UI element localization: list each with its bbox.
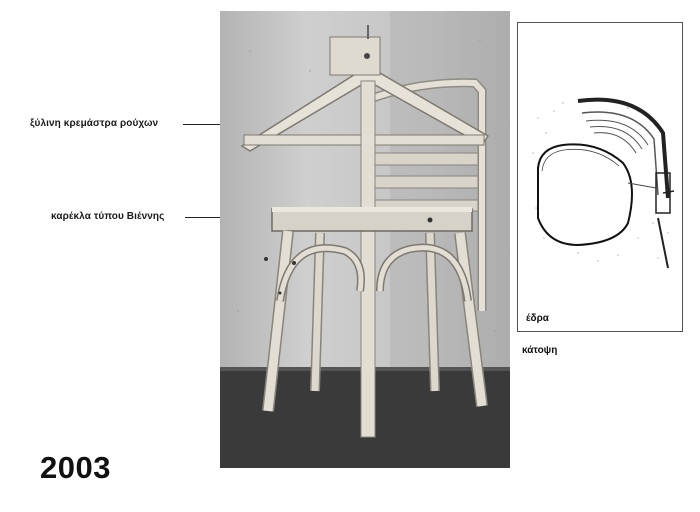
plan-view-panel: [517, 22, 683, 332]
chair-photograph: [220, 11, 510, 468]
hanger-label: ξύλινη κρεμάστρα ρούχων: [30, 118, 159, 129]
plan-view-drawing: [518, 23, 682, 331]
year-label: 2003: [40, 450, 111, 485]
plan-caption: κάτοψη: [522, 345, 558, 356]
chair-label: καρέκλα τύπου Βιέννης: [51, 211, 165, 222]
seat-label: έδρα: [526, 313, 549, 324]
